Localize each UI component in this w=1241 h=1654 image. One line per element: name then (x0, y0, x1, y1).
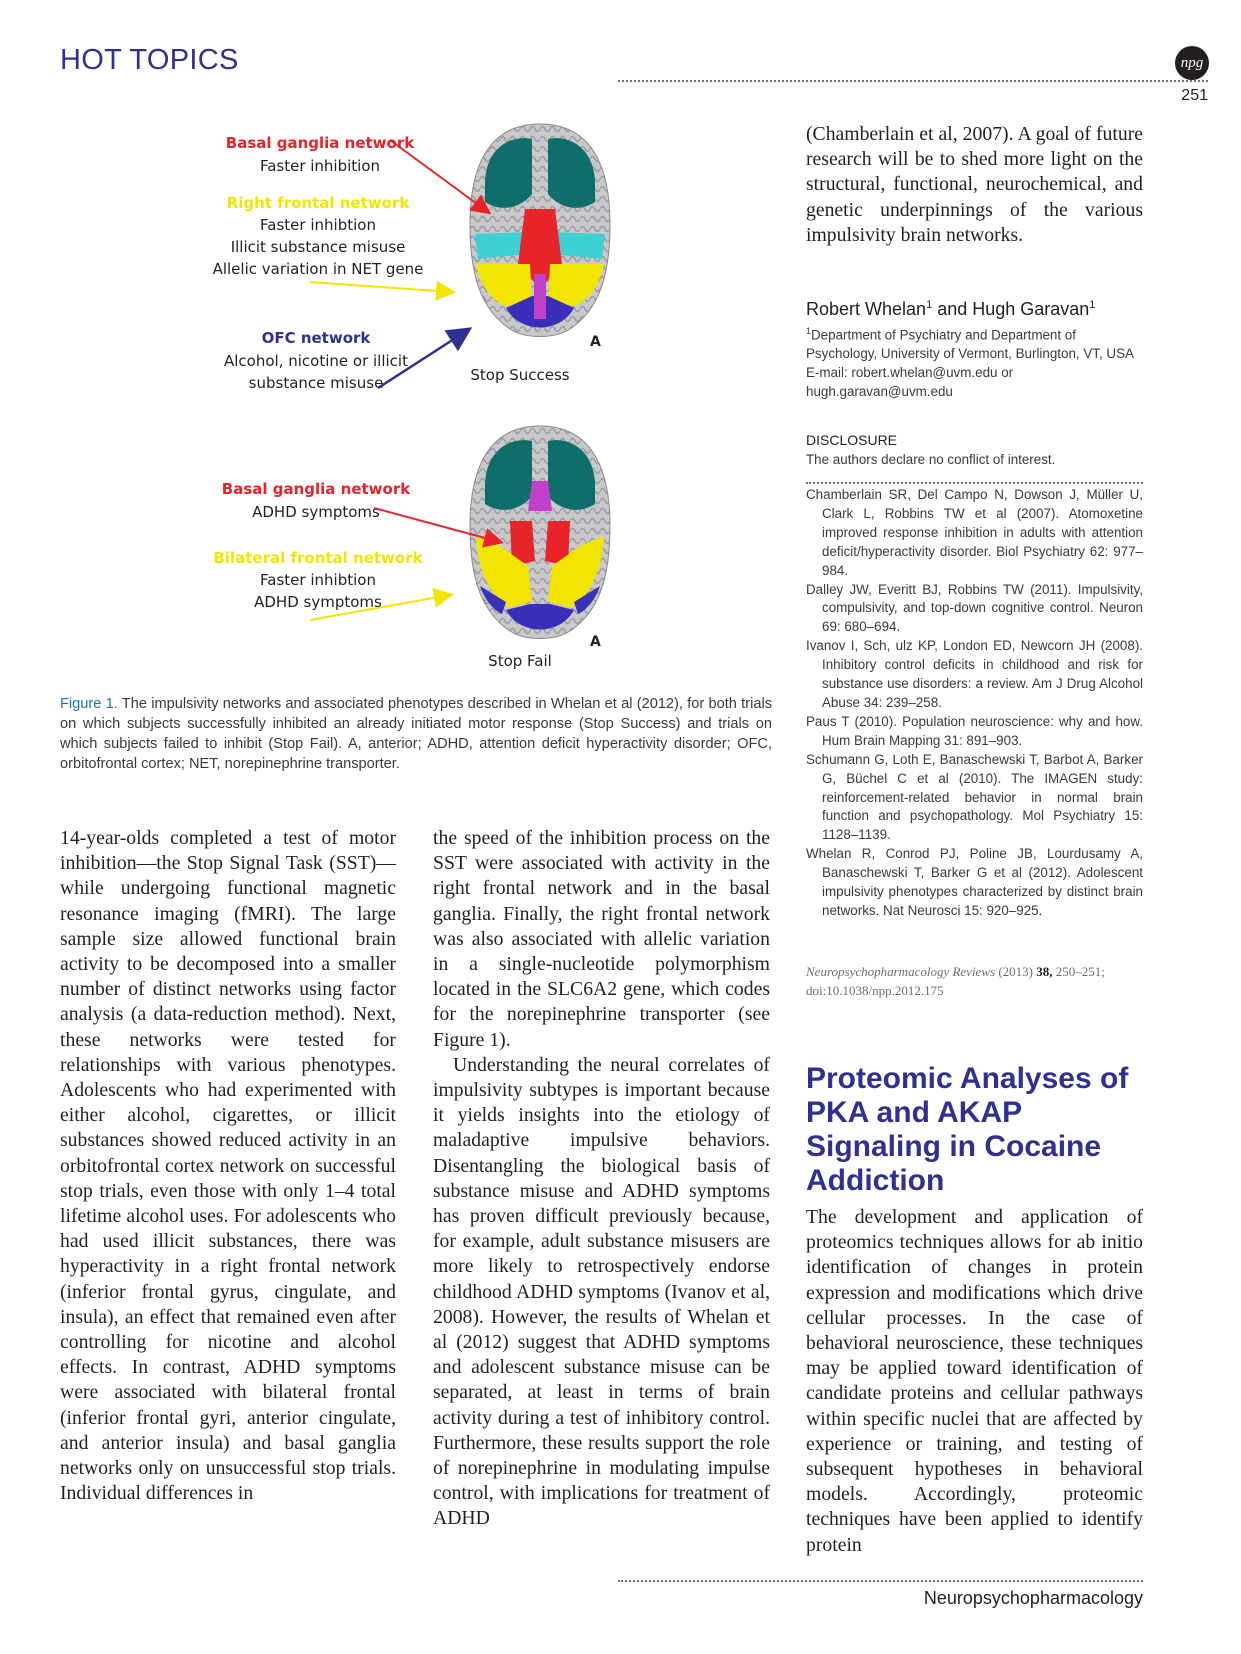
reference-item: Ivanov I, Sch, ulz KP, London ED, Newcorn JH (2008). Inhibitory control deficits in childhood and risk for substance use disorders: a review. Am J Drug Alcohol Abuse 34: 239–258. (806, 638, 1143, 710)
author-2: and Hugh Garavan (932, 299, 1090, 319)
figure-1 (60, 120, 772, 690)
body-column-1: 14-year-olds completed a test of motor inhibition—the Stop Signal Task (SST)—while undergoing functional magnetic resonance imaging (fMRI). The large sample size allowed functional brain activity to be decomposed into a smaller number of distinct networks using factor analysis (a data-reduction method). Next, these networks were tested for relationships with various phenotypes. Adolescents who had experimented with either alcohol, cigarettes, or illicit substances showed reduced activity in an orbitofrontal cortex network on successful stop trials, even those with only 1–4 total lifetime alcohol uses. For adolescents who had used illicit substances, there was hyperactivity in a right frontal network (inferior frontal gyrus, cingulate, and insula), an effect that remained even after controlling for nicotine and alcohol effects. In contrast, ADHD symptoms were associated with bilateral frontal (inferior frontal gyri, anterior cingulate, and anterior insula) and basal ganglia networks only on unsuccessful stop trials. Individual differences in (60, 827, 396, 1505)
citation-journal: Neuropsychopharmacology Reviews (806, 964, 996, 979)
body-column-3-top: (Chamberlain et al, 2007). A goal of future research will be to shed more light on the structural, functional, neurochemical, and genetic underpinnings of the various impulsivity brain networks. (806, 123, 1143, 246)
page-number: 251 (1181, 87, 1208, 104)
bottom-bilateral-title: Bilateral frontal network (213, 549, 423, 567)
bottom-bilateral-line2: ADHD symptoms (254, 593, 382, 611)
bottom-basal-line1: ADHD symptoms (252, 503, 380, 521)
top-right-frontal-line1: Faster inhibtion (260, 216, 376, 234)
footer-journal-name: Neuropsychopharmacology (923, 1588, 1143, 1608)
author-1: Robert Whelan (806, 299, 927, 319)
author-affiliation (806, 322, 1143, 401)
figure-caption (60, 694, 772, 774)
top-condition-label: Stop Success (470, 366, 570, 384)
top-frontal-arrow (310, 282, 452, 292)
figure-caption-text: The impulsivity networks and associated phenotypes described in Whelan et al (2012), for both trials on which subjects successfully inhibited an already initiated motor response (Stop Success) and trials on which subjects failed to inhibit (Stop Fail). A, anterior; ADHD, attention deficit hyperactivity disorder; OFC, orbitofrontal cortex; NET, norepinephrine transporter. (60, 696, 772, 772)
top-brain-image (470, 124, 610, 337)
header-rule (618, 80, 1208, 82)
top-right-frontal-line2: Illicit substance misuse (230, 238, 406, 256)
top-anterior-marker: A (590, 334, 601, 350)
body-column-3: The development and application of proteomics techniques allows for ab initio identification of changes in protein expression and modifications which drive cellular processes. In the case of behavioral neuroscience, these techniques may be applied toward identification of candidate proteins and cellular pathways within specific nuclei that are affected by experience or training, and testing of subsequent hypotheses in behavioral models. Accordingly, proteomic techniques have been applied to identify protein (806, 1206, 1143, 1556)
bottom-basal-title: Basal ganglia network (221, 480, 411, 498)
reference-list (806, 486, 1143, 921)
top-basal-title: Basal ganglia network (225, 134, 415, 152)
reference-item: Chamberlain SR, Del Campo N, Dowson J, Müller U, Clark L, Robbins TW et al (2007). Atomoxetine improved response inhibition in adults with attention deficit/hyperactivity disorder. Biol Psychiatry 62: 977–984. (806, 487, 1143, 578)
body-column-2 (433, 826, 770, 1532)
section-label: HOT TOPICS (60, 44, 239, 76)
bottom-brain-image (470, 426, 610, 639)
author-2-sup: 1 (1089, 299, 1096, 311)
body-col2-paragraph-1: the speed of the inhibition process on the SST were associated with activity in the right frontal network and in the basal ganglia. Finally, the right frontal network was also associated with allelic variation in a single-nucleotide polymorphism located in the SLC6A2 gene, which codes for the norepinephrine transporter (see Figure 1). (433, 827, 770, 1051)
footer-rule (618, 1580, 1143, 1582)
figure-caption-label: Figure 1. (60, 696, 118, 712)
top-ofc-line2: substance misuse (248, 374, 384, 392)
top-basal-line1: Faster inhibition (259, 157, 381, 175)
article-title: Proteomic Analyses of PKA and AKAP Signaling in Cocaine Addiction (806, 1062, 1129, 1197)
reference-item: Dalley JW, Everitt BJ, Robbins TW (2011). Impulsivity, compulsivity, and top-down cognitive control. Neuron 69: 680–694. (806, 581, 1143, 635)
top-right-frontal-title: Right frontal network (226, 194, 410, 212)
references-rule (806, 482, 1143, 484)
top-right-frontal-line3: Allelic variation in NET gene (212, 260, 424, 278)
citation-volume: 38, (1036, 964, 1053, 979)
body-col2-paragraph-2: Understanding the neural correlates of impulsivity subtypes is important because it yields insights into the etiology of maladaptive impulsive behaviors. Disentangling the biological basis of substance misuse and ADHD symptoms has proven difficult previously because, for example, adult substance misusers are more likely to retrospectively endorse childhood ADHD symptoms (Ivanov et al, 2008). However, the results of Whelan et al (2012) suggest that ADHD symptoms and adolescent substance misuse can be separated, at least in terms of brain activity during a test of inhibitory control. Furthermore, these results support the role of norepinephrine in modulating impulse control, with implications for treatment of ADHD (433, 1053, 770, 1530)
author-1-sup: 1 (926, 299, 933, 311)
bottom-anterior-marker: A (590, 634, 601, 650)
bottom-bilateral-line1: Faster inhibtion (260, 571, 376, 589)
npg-logo: npg (1175, 46, 1209, 80)
bottom-condition-label: Stop Fail (488, 652, 552, 670)
citation-year: (2013) (995, 964, 1037, 979)
affiliation-sup: 1 (806, 326, 812, 336)
disclosure-heading: DISCLOSURE (806, 432, 898, 448)
journal-citation (806, 962, 1143, 1000)
affiliation-text: Department of Psychiatry and Department of Psychology, University of Vermont, Burlington, VT, USA (806, 327, 1134, 362)
author-email: E-mail: robert.whelan@uvm.edu or hugh.garavan@uvm.edu (806, 365, 1014, 400)
top-ofc-line1: Alcohol, nicotine or illicit (224, 352, 408, 370)
reference-item: Whelan R, Conrod PJ, Poline JB, Lourdusamy A, Banaschewski T, Barker G et al (2012). Adolescent impulsivity phenotypes characterized by distinct brain networks. Nat Neurosci 15: 920–925. (806, 846, 1143, 918)
author-names (806, 299, 1095, 320)
reference-item: Schumann G, Loth E, Banaschewski T, Barbot A, Barker G, Büchel C et al (2010). The IMAGEN study: reinforcement-related behavior in normal brain function and psychopathology. Mol Psychiatry 15: 1128–1139. (806, 751, 1143, 843)
citation-pages: 250–251; doi:10.1038/npp.2012.175 (806, 964, 1105, 998)
top-ofc-title: OFC network (261, 329, 371, 347)
reference-item: Paus T (2010). Population neuroscience: why and how. Hum Brain Mapping 31: 891–903. (806, 713, 1143, 748)
disclosure-text: The authors declare no conflict of interest. (806, 452, 1056, 467)
